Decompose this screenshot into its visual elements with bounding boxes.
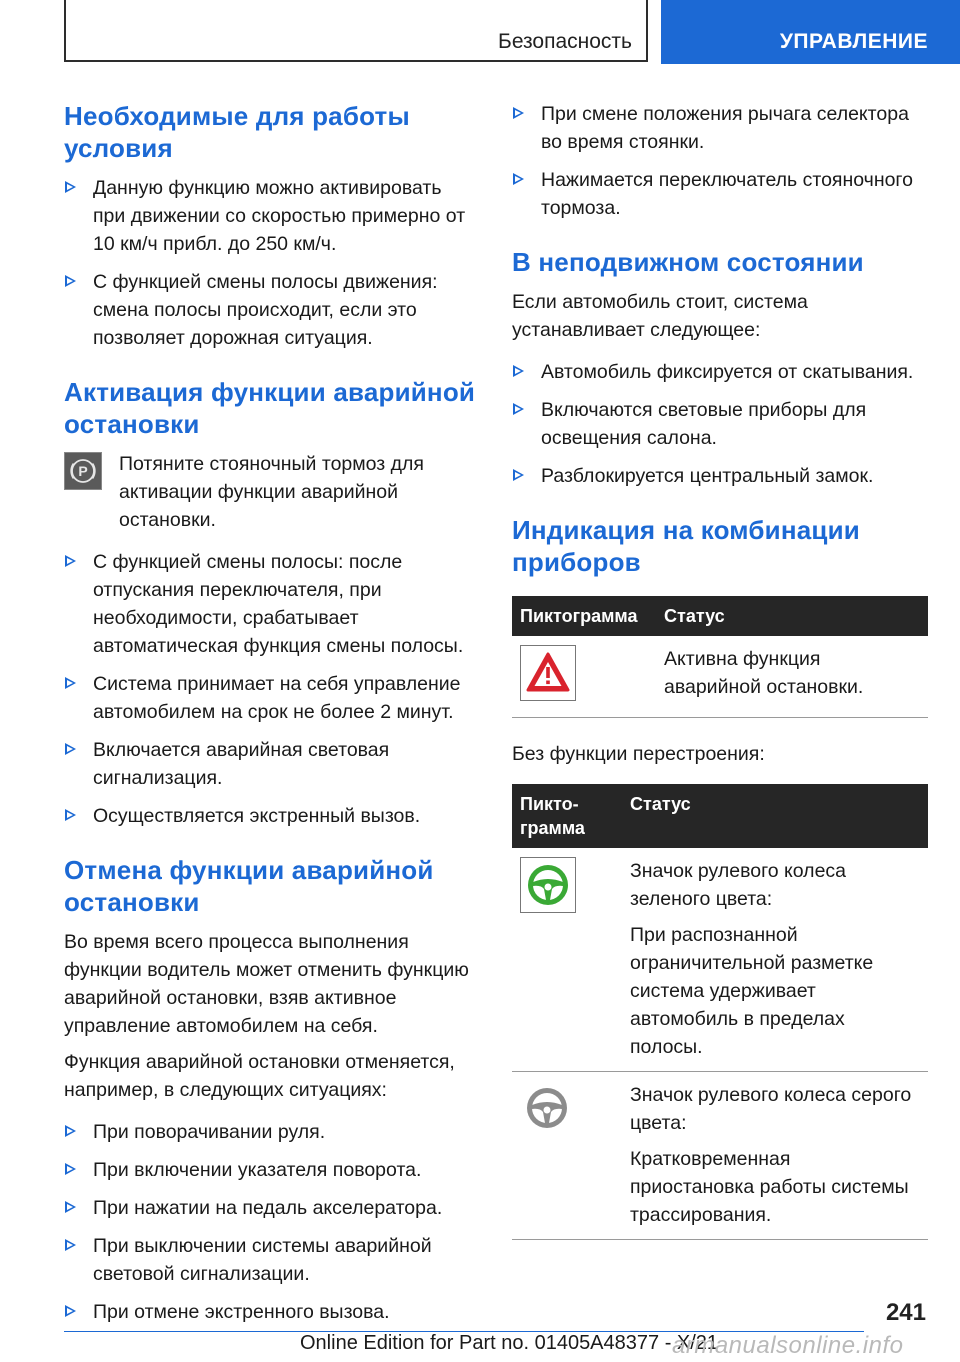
cancel-heading: Отмена функции аварийной остановки bbox=[64, 855, 434, 917]
bullet-arrow-icon bbox=[65, 555, 76, 567]
table-header-pictogram: Пиктограмма bbox=[512, 596, 656, 636]
header-chapter-tab bbox=[661, 0, 960, 64]
list-item: При включении указателя поворота. bbox=[64, 1156, 478, 1184]
status-description: При распознанной ограничительной разметке система удерживает автомобиль в пределах полосы. bbox=[630, 924, 874, 1058]
list-item: При выключении системы аварийной световой сигнализации. bbox=[64, 1232, 478, 1288]
bullet-arrow-icon bbox=[65, 1163, 76, 1175]
conditions-heading: Необходимые для работы условия bbox=[64, 101, 410, 163]
list-item: Включается аварийная световая сигнализация. bbox=[64, 736, 478, 792]
list-item: Разблокируется центральный замок. bbox=[512, 462, 928, 490]
table-row bbox=[512, 636, 928, 718]
list-item: При поворачивании руля. bbox=[64, 1118, 478, 1146]
table-header-status: Статус bbox=[622, 784, 928, 848]
bullet-arrow-icon bbox=[513, 365, 524, 377]
bullet-arrow-icon bbox=[513, 403, 524, 415]
right-column bbox=[512, 100, 928, 1260]
activation-heading: Активация функции аварийной остановки bbox=[64, 377, 476, 439]
bullet-arrow-icon bbox=[65, 1125, 76, 1137]
header-chapter-label: УПРАВЛЕНИЕ bbox=[779, 30, 928, 53]
table-row bbox=[512, 1072, 928, 1240]
status-description: Кратковременная приостановка работы системы трассирования. bbox=[630, 1148, 909, 1226]
steering-indicator-table bbox=[512, 784, 928, 1240]
table-cell-pictogram bbox=[512, 848, 622, 1072]
list-item: Включаются световые приборы для освещения салона. bbox=[512, 396, 928, 452]
page-number: 241 bbox=[885, 1299, 926, 1326]
list-item: С функцией смены полосы движения: смена полосы происходит, если это позволяет дорожная ситуация. bbox=[64, 268, 478, 352]
list-item: При отмене экстренного вызова. bbox=[64, 1298, 478, 1326]
table-header-status: Статус bbox=[656, 596, 928, 636]
steering-wheel-green-icon bbox=[520, 857, 576, 913]
table-cell-pictogram bbox=[512, 1072, 622, 1240]
table-cell-status: Активна функция аварийной остановки. bbox=[656, 636, 928, 718]
cancel-list-continued bbox=[512, 100, 928, 222]
list-item: Осуществляется экстренный вызов. bbox=[64, 802, 478, 830]
bullet-arrow-icon bbox=[65, 275, 76, 287]
without-lane-change-label: Без функции перестроения: bbox=[512, 743, 765, 765]
cancel-paragraph-1: Во время всего процесса выполнения функции водитель может отменить функцию аварийной остановки, взяв активное управление автомобилем на себя. bbox=[64, 931, 469, 1037]
cancel-paragraph-2: Функция аварийной остановки отменяется, например, в следующих ситуациях: bbox=[64, 1051, 455, 1101]
list-item: При смене положения рычага селектора во время стоянки. bbox=[512, 100, 928, 156]
standstill-heading: В неподвижном состоянии bbox=[512, 247, 864, 277]
bullet-arrow-icon bbox=[65, 743, 76, 755]
bullet-arrow-icon bbox=[65, 1305, 76, 1317]
edition-text: Online Edition for Part no. 01405A48377 - X/21 bbox=[300, 1332, 719, 1354]
list-item: При нажатии на педаль акселератора. bbox=[64, 1194, 478, 1222]
parking-brake-icon bbox=[64, 452, 102, 490]
header-section-label: Безопасность bbox=[498, 30, 632, 53]
header-section-tab bbox=[64, 0, 648, 62]
bullet-arrow-icon bbox=[65, 677, 76, 689]
list-item: Данную функцию можно активировать при движении со скоростью примерно от 10 км/ч прибл. до 250 км/ч. bbox=[64, 174, 478, 258]
standstill-intro: Если автомобиль стоит, система устанавливает следующее: bbox=[512, 291, 808, 341]
table-row bbox=[512, 848, 928, 1072]
bullet-arrow-icon bbox=[513, 107, 524, 119]
activation-list bbox=[64, 548, 478, 830]
bullet-arrow-icon bbox=[65, 1201, 76, 1213]
table-cell-status bbox=[622, 848, 928, 1072]
status-title: Значок рулевого колеса серого цвета: bbox=[630, 1084, 912, 1134]
indicator-table bbox=[512, 596, 928, 718]
svg-text:P: P bbox=[78, 463, 88, 479]
list-item: С функцией смены полосы: после отпускания переключателя, при необходимости, срабатывает автоматическая функция смены полосы. bbox=[64, 548, 478, 660]
bullet-arrow-icon bbox=[65, 1239, 76, 1251]
table-cell-status bbox=[622, 1072, 928, 1240]
list-item: Автомобиль фиксируется от скатывания. bbox=[512, 358, 928, 386]
cancel-list bbox=[64, 1118, 478, 1326]
steering-wheel-grey-icon bbox=[520, 1081, 574, 1135]
watermark-text: armanualsonline.info bbox=[672, 1332, 904, 1359]
left-column bbox=[64, 100, 478, 1350]
warning-triangle-icon bbox=[520, 645, 576, 701]
bullet-arrow-icon bbox=[513, 173, 524, 185]
conditions-list bbox=[64, 174, 478, 352]
cluster-heading: Индикация на комбинации приборов bbox=[512, 515, 860, 577]
bullet-arrow-icon bbox=[65, 181, 76, 193]
parking-brake-text: Потяните стояночный тормоз для активации функции аварийной остановки. bbox=[119, 453, 424, 531]
parking-brake-note bbox=[64, 450, 478, 534]
bullet-arrow-icon bbox=[65, 809, 76, 821]
list-item: Система принимает на себя управление автомобилем на срок не более 2 минут. bbox=[64, 670, 478, 726]
table-cell-pictogram bbox=[512, 636, 656, 718]
standstill-list bbox=[512, 358, 928, 490]
status-title: Значок рулевого колеса зеленого цвета: bbox=[630, 860, 847, 910]
list-item: Нажимается переключатель стояночного тормоза. bbox=[512, 166, 928, 222]
table-header-pictogram: Пикто-грамма bbox=[512, 784, 622, 848]
bullet-arrow-icon bbox=[513, 469, 524, 481]
